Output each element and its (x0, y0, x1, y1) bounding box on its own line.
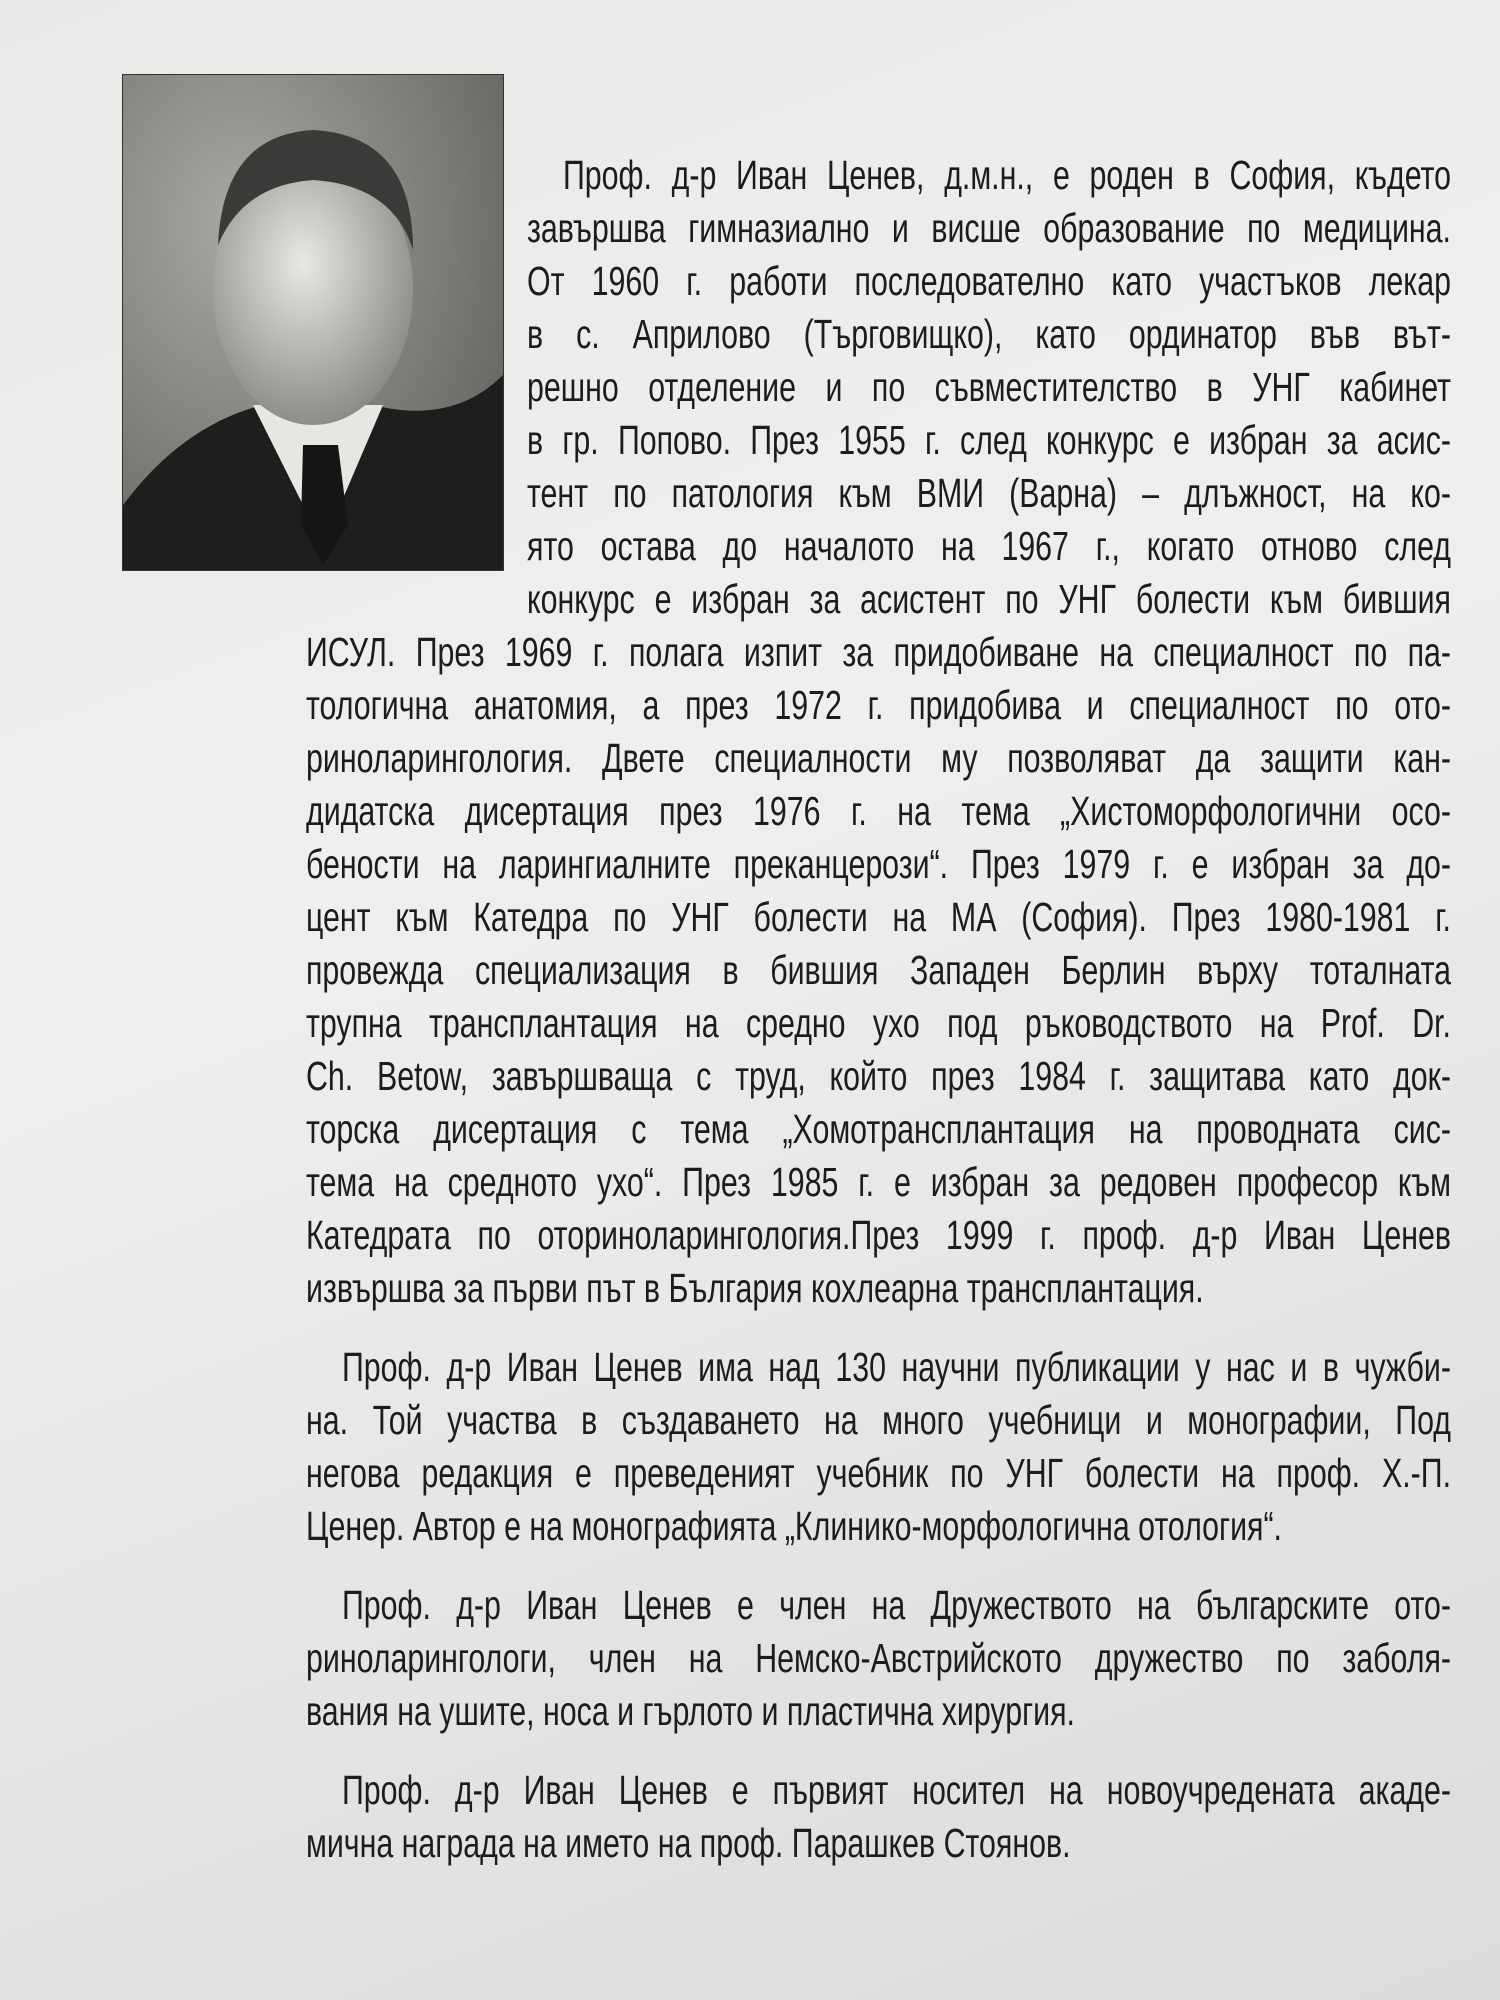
text-line-content: тема на средното ухо“. През 1985 г. е избран за редовен професор към (306, 1159, 1451, 1205)
text-line-content: дидатска дисертация през 1976 г. на тема „Хистоморфологични осо- (306, 788, 1451, 834)
text-line-content: негова редакция е преведеният учебник по УНГ болести на проф. Х.-П. (306, 1450, 1451, 1496)
text-line (306, 732, 1451, 785)
text-line-content: Проф. д-р Иван Ценев, д.м.н., е роден в София, където (563, 152, 1451, 198)
text-line (306, 1103, 1451, 1156)
text-line (527, 573, 1451, 626)
text-line-content: Ценер. Автор е на монографията „Клинико-морфологична отология“. (306, 1503, 1283, 1549)
text-line-content: тент по патология към ВМИ (Варна) – длъжност, на ко- (527, 470, 1451, 516)
text-line (342, 1579, 1451, 1632)
text-line (563, 149, 1451, 202)
text-line (306, 891, 1451, 944)
text-line-content: завършва гимназиално и висше образование по медицина. (527, 205, 1451, 251)
text-line-content: на. Той участва в създаването на много учебници и монографии, Под (306, 1397, 1451, 1443)
text-line (306, 838, 1451, 891)
text-line-content: Проф. д-р Иван Ценев е член на Дружеството на българските ото- (342, 1582, 1451, 1628)
text-line-content: мична награда на името на проф. Парашкев Стоянов. (306, 1820, 1071, 1866)
text-line-content: бености на ларингиалните преканцерози“. През 1979 г. е избран за до- (306, 841, 1451, 887)
text-line-content: ИСУЛ. През 1969 г. полага изпит за придобиване на специалност по па- (306, 629, 1451, 675)
text-line (342, 1764, 1451, 1817)
text-line (306, 785, 1451, 838)
text-line-content: извършва за първи път в България кохлеарна трансплантация. (306, 1265, 1204, 1311)
text-line-content: тологична анатомия, а през 1972 г. придобива и специалност по ото- (306, 682, 1451, 728)
text-line (342, 1341, 1451, 1394)
text-line-content: конкурс е избран за асистент по УНГ болести към бившия (527, 576, 1451, 622)
text-line-content: в гр. Попово. През 1955 г. след конкурс е избран за асис- (527, 417, 1451, 463)
text-line (306, 679, 1451, 732)
text-line-content: Проф. д-р Иван Ценев е първият носител на новоучредената акаде- (342, 1767, 1451, 1813)
text-line (306, 1817, 1451, 1870)
text-line (306, 1209, 1451, 1262)
text-line (306, 1632, 1451, 1685)
text-line-content: Проф. д-р Иван Ценев има над 130 научни публикации у нас и в чужби- (342, 1344, 1451, 1390)
text-line-content: Катедрата по оториноларингология.През 1999 г. проф. д-р Иван Ценев (306, 1212, 1451, 1258)
text-line-content: решно отделение и по съвместителство в УНГ кабинет (527, 364, 1451, 410)
text-line (306, 1500, 1451, 1553)
text-line (527, 414, 1451, 467)
text-line-content: ято остава до началото на 1967 г., когато отново след (527, 523, 1451, 569)
author-portrait-photo (122, 74, 504, 571)
text-line (306, 1394, 1451, 1447)
text-line-content: риноларингология. Двете специалности му позволяват да защити кан- (306, 735, 1451, 781)
text-line-content: трупна трансплантация на средно ухо под ръководството на Prof. Dr. (306, 1000, 1451, 1046)
text-line-content: в с. Априлово (Търговищко), като ординатор във вът- (527, 311, 1451, 357)
text-line-content: риноларингологи, член на Немско-Австрийското дружество по заболя- (306, 1635, 1451, 1681)
text-line (306, 944, 1451, 997)
text-line (527, 255, 1451, 308)
text-line-content: Ch. Betow, завършваща с труд, който през 1984 г. защитава като док- (306, 1053, 1451, 1099)
text-line (527, 202, 1451, 255)
text-line (527, 361, 1451, 414)
text-line-content: цент към Катедра по УНГ болести на МА (София). През 1980-1981 г. (306, 894, 1451, 940)
text-line (527, 308, 1451, 361)
text-line (527, 467, 1451, 520)
text-line (306, 1156, 1451, 1209)
text-line (306, 997, 1451, 1050)
text-line (306, 626, 1451, 679)
text-line (306, 1685, 1451, 1738)
text-line (306, 1050, 1451, 1103)
text-line (306, 1447, 1451, 1500)
text-line-content: торска дисертация с тема „Хомотрансплантация на проводната сис- (306, 1106, 1451, 1152)
text-line-content: провежда специализация в бившия Западен Берлин върху тоталната (306, 947, 1451, 993)
text-line (527, 520, 1451, 573)
text-line-content: вания на ушите, носа и гърлото и пластична хирургия. (306, 1688, 1075, 1734)
text-line (306, 1262, 1451, 1315)
text-line-content: От 1960 г. работи последователно като участъков лекар (527, 258, 1451, 304)
